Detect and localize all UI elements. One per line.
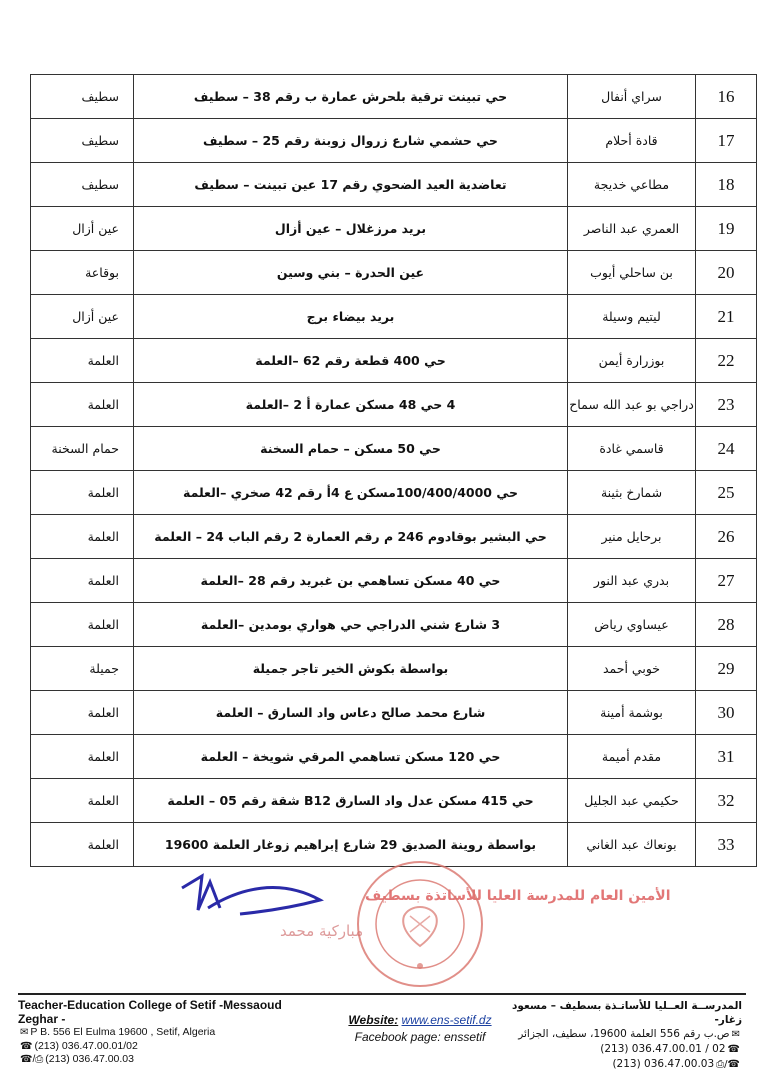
cell-city: العلمة: [31, 383, 134, 427]
cell-name: قاسمي غادة: [568, 427, 696, 471]
cell-name: بن ساحلي أيوب: [568, 251, 696, 295]
cell-city: عين أزال: [31, 207, 134, 251]
mail-icon: ✉: [20, 1027, 29, 1038]
cell-city: العلمة: [31, 823, 134, 867]
cell-number: 32: [696, 779, 757, 823]
cell-number: 21: [696, 295, 757, 339]
cell-name: خوبي أحمد: [568, 647, 696, 691]
signature-scribble: [182, 876, 320, 914]
cell-name: ليتيم وسيلة: [568, 295, 696, 339]
cell-name: مقدم أميمة: [568, 735, 696, 779]
cell-address: شارع محمد صالح دعاس واد السارق – العلمة: [134, 691, 568, 735]
cell-city: جميلة: [31, 647, 134, 691]
cell-address: بريد مرزغلال – عين أزال: [134, 207, 568, 251]
cell-number: 16: [696, 75, 757, 119]
cell-city: العلمة: [31, 515, 134, 559]
cell-address: بريد بيضاء برج: [134, 295, 568, 339]
footer-en-title: Teacher-Education College of Setif -Messaoud Zeghar -: [18, 998, 282, 1026]
cell-number: 33: [696, 823, 757, 867]
table-row: [31, 559, 757, 603]
cell-name: مطاعي خديجة: [568, 163, 696, 207]
cell-city: العلمة: [31, 471, 134, 515]
table-row: [31, 383, 757, 427]
fax-icon: ☎/⎙: [20, 1054, 44, 1065]
facebook-page: Facebook page: enssetif: [354, 1030, 486, 1044]
cell-name: حكيمي عبد الجليل: [568, 779, 696, 823]
cell-name: سراي أنفال: [568, 75, 696, 119]
cell-number: 30: [696, 691, 757, 735]
cell-address: تعاضدية العيد الضحوي رقم 17 عين تبينت – سطيف: [134, 163, 568, 207]
cell-address: حي تبينت ترقية بلحرش عمارة ب رقم 38 – سطيف: [134, 75, 568, 119]
cell-city: عين أزال: [31, 295, 134, 339]
cell-address: حي 120 مسكن تساهمي المرقي شويخة – العلمة: [134, 735, 568, 779]
table-row: [31, 295, 757, 339]
cell-number: 19: [696, 207, 757, 251]
table-row: [31, 251, 757, 295]
cell-number: 28: [696, 603, 757, 647]
cell-number: 20: [696, 251, 757, 295]
table-row: [31, 691, 757, 735]
phone-icon: ☎: [20, 1040, 33, 1052]
footer-web: [330, 1012, 510, 1046]
table-row: [31, 735, 757, 779]
cell-city: العلمة: [31, 691, 134, 735]
cell-address: بواسطة روينة الصديق 29 شارع إبراهيم زوغار العلمة 19600: [134, 823, 568, 867]
cell-address: حي 100/400/4000مسكن ع 4أ رقم 42 صخري –العلمة: [134, 471, 568, 515]
fax-icon: ⎙/☎: [716, 1059, 740, 1070]
table-row: [31, 515, 757, 559]
cell-address: 4 حي 48 مسكن عمارة أ 2 –العلمة: [134, 383, 568, 427]
cell-city: العلمة: [31, 735, 134, 779]
footer-arabic: [502, 999, 742, 1072]
cell-address: حي البشير بوقادوم 246 م رقم العمارة 2 رقم الباب 24 – العلمة: [134, 515, 568, 559]
cell-name: بونعاك عبد الغاني: [568, 823, 696, 867]
cell-number: 26: [696, 515, 757, 559]
cell-number: 23: [696, 383, 757, 427]
table-row: [31, 75, 757, 119]
cell-city: العلمة: [31, 603, 134, 647]
cell-name: بوشمة أمينة: [568, 691, 696, 735]
footer-ar-fax: (213) 036.47.00.03: [612, 1058, 715, 1070]
footer-ar-title: المدرســة العــليا للأساتـذة بسطيف – مسعود زغار-: [512, 1000, 742, 1026]
cell-address: حي حشمي شارع زروال زوبنة رقم 25 – سطيف: [134, 119, 568, 163]
cell-address: حي 50 مسكن – حمام السخنة: [134, 427, 568, 471]
website-label: Website:: [348, 1013, 399, 1027]
mail-icon: ✉: [731, 1029, 740, 1040]
signature-name: مباركية محمد: [280, 922, 364, 940]
footer-en-fax: (213) 036.47.00.03: [45, 1053, 134, 1065]
cell-address: بواسطة بكوش الخير تاجر جميلة: [134, 647, 568, 691]
cell-number: 25: [696, 471, 757, 515]
cell-city: العلمة: [31, 339, 134, 383]
cell-address: حي 415 مسكن عدل واد السارق B12 شقة رقم 05 – العلمة: [134, 779, 568, 823]
cell-number: 22: [696, 339, 757, 383]
phone-icon: ☎: [727, 1044, 740, 1055]
cell-city: سطيف: [31, 75, 134, 119]
footer-divider: [18, 993, 746, 995]
cell-name: برحايل منير: [568, 515, 696, 559]
cell-address: حي 400 قطعة رقم 62 –العلمة: [134, 339, 568, 383]
cell-city: حمام السخنة: [31, 427, 134, 471]
signature-title: الأمين العام للمدرسة العليا للأساتذة بسطيف: [365, 888, 671, 904]
cell-city: سطيف: [31, 163, 134, 207]
website-link[interactable]: www.ens-setif.dz: [401, 1013, 492, 1027]
table-row: [31, 119, 757, 163]
signature: [90, 868, 671, 958]
cell-name: شمارخ بثينة: [568, 471, 696, 515]
table-row: [31, 163, 757, 207]
table-body: [31, 75, 757, 867]
footer-ar-address: ص.ب رقم 556 العلمة 19600، سطيف، الجزائر: [518, 1028, 730, 1040]
cell-name: العمري عبد الناصر: [568, 207, 696, 251]
cell-number: 31: [696, 735, 757, 779]
footer-english: [18, 999, 318, 1067]
cell-address: حي 40 مسكن تساهمي بن غبريد رقم 28 –العلمة: [134, 559, 568, 603]
table-row: [31, 779, 757, 823]
cell-number: 24: [696, 427, 757, 471]
table-row: [31, 471, 757, 515]
cell-address: 3 شارع شني الدراجي حي هواري بومدين –العلمة: [134, 603, 568, 647]
cell-name: بوزرارة أيمن: [568, 339, 696, 383]
cell-number: 27: [696, 559, 757, 603]
cell-number: 17: [696, 119, 757, 163]
table-row: [31, 207, 757, 251]
table-row: [31, 427, 757, 471]
cell-city: بوقاعة: [31, 251, 134, 295]
cell-name: بدري عبد النور: [568, 559, 696, 603]
table-row: [31, 647, 757, 691]
table-row: [31, 603, 757, 647]
footer-en-address: P B. 556 El Eulma 19600 , Setif, Algeria: [30, 1026, 216, 1038]
cell-number: 29: [696, 647, 757, 691]
cell-city: سطيف: [31, 119, 134, 163]
student-table: [30, 74, 757, 867]
cell-name: عيساوي رياض: [568, 603, 696, 647]
footer-en-phone: (213) 036.47.00.01/02: [34, 1039, 138, 1052]
cell-address: عين الحدرة – بني وسين: [134, 251, 568, 295]
footer-ar-phone: (213) 036.47.00.01 / 02: [600, 1043, 726, 1055]
cell-number: 18: [696, 163, 757, 207]
table-row: [31, 339, 757, 383]
cell-name: دراجي بو عبد الله سماح: [568, 383, 696, 427]
cell-city: العلمة: [31, 559, 134, 603]
official-stamp: [340, 856, 500, 991]
cell-city: العلمة: [31, 779, 134, 823]
cell-name: قادة أحلام: [568, 119, 696, 163]
